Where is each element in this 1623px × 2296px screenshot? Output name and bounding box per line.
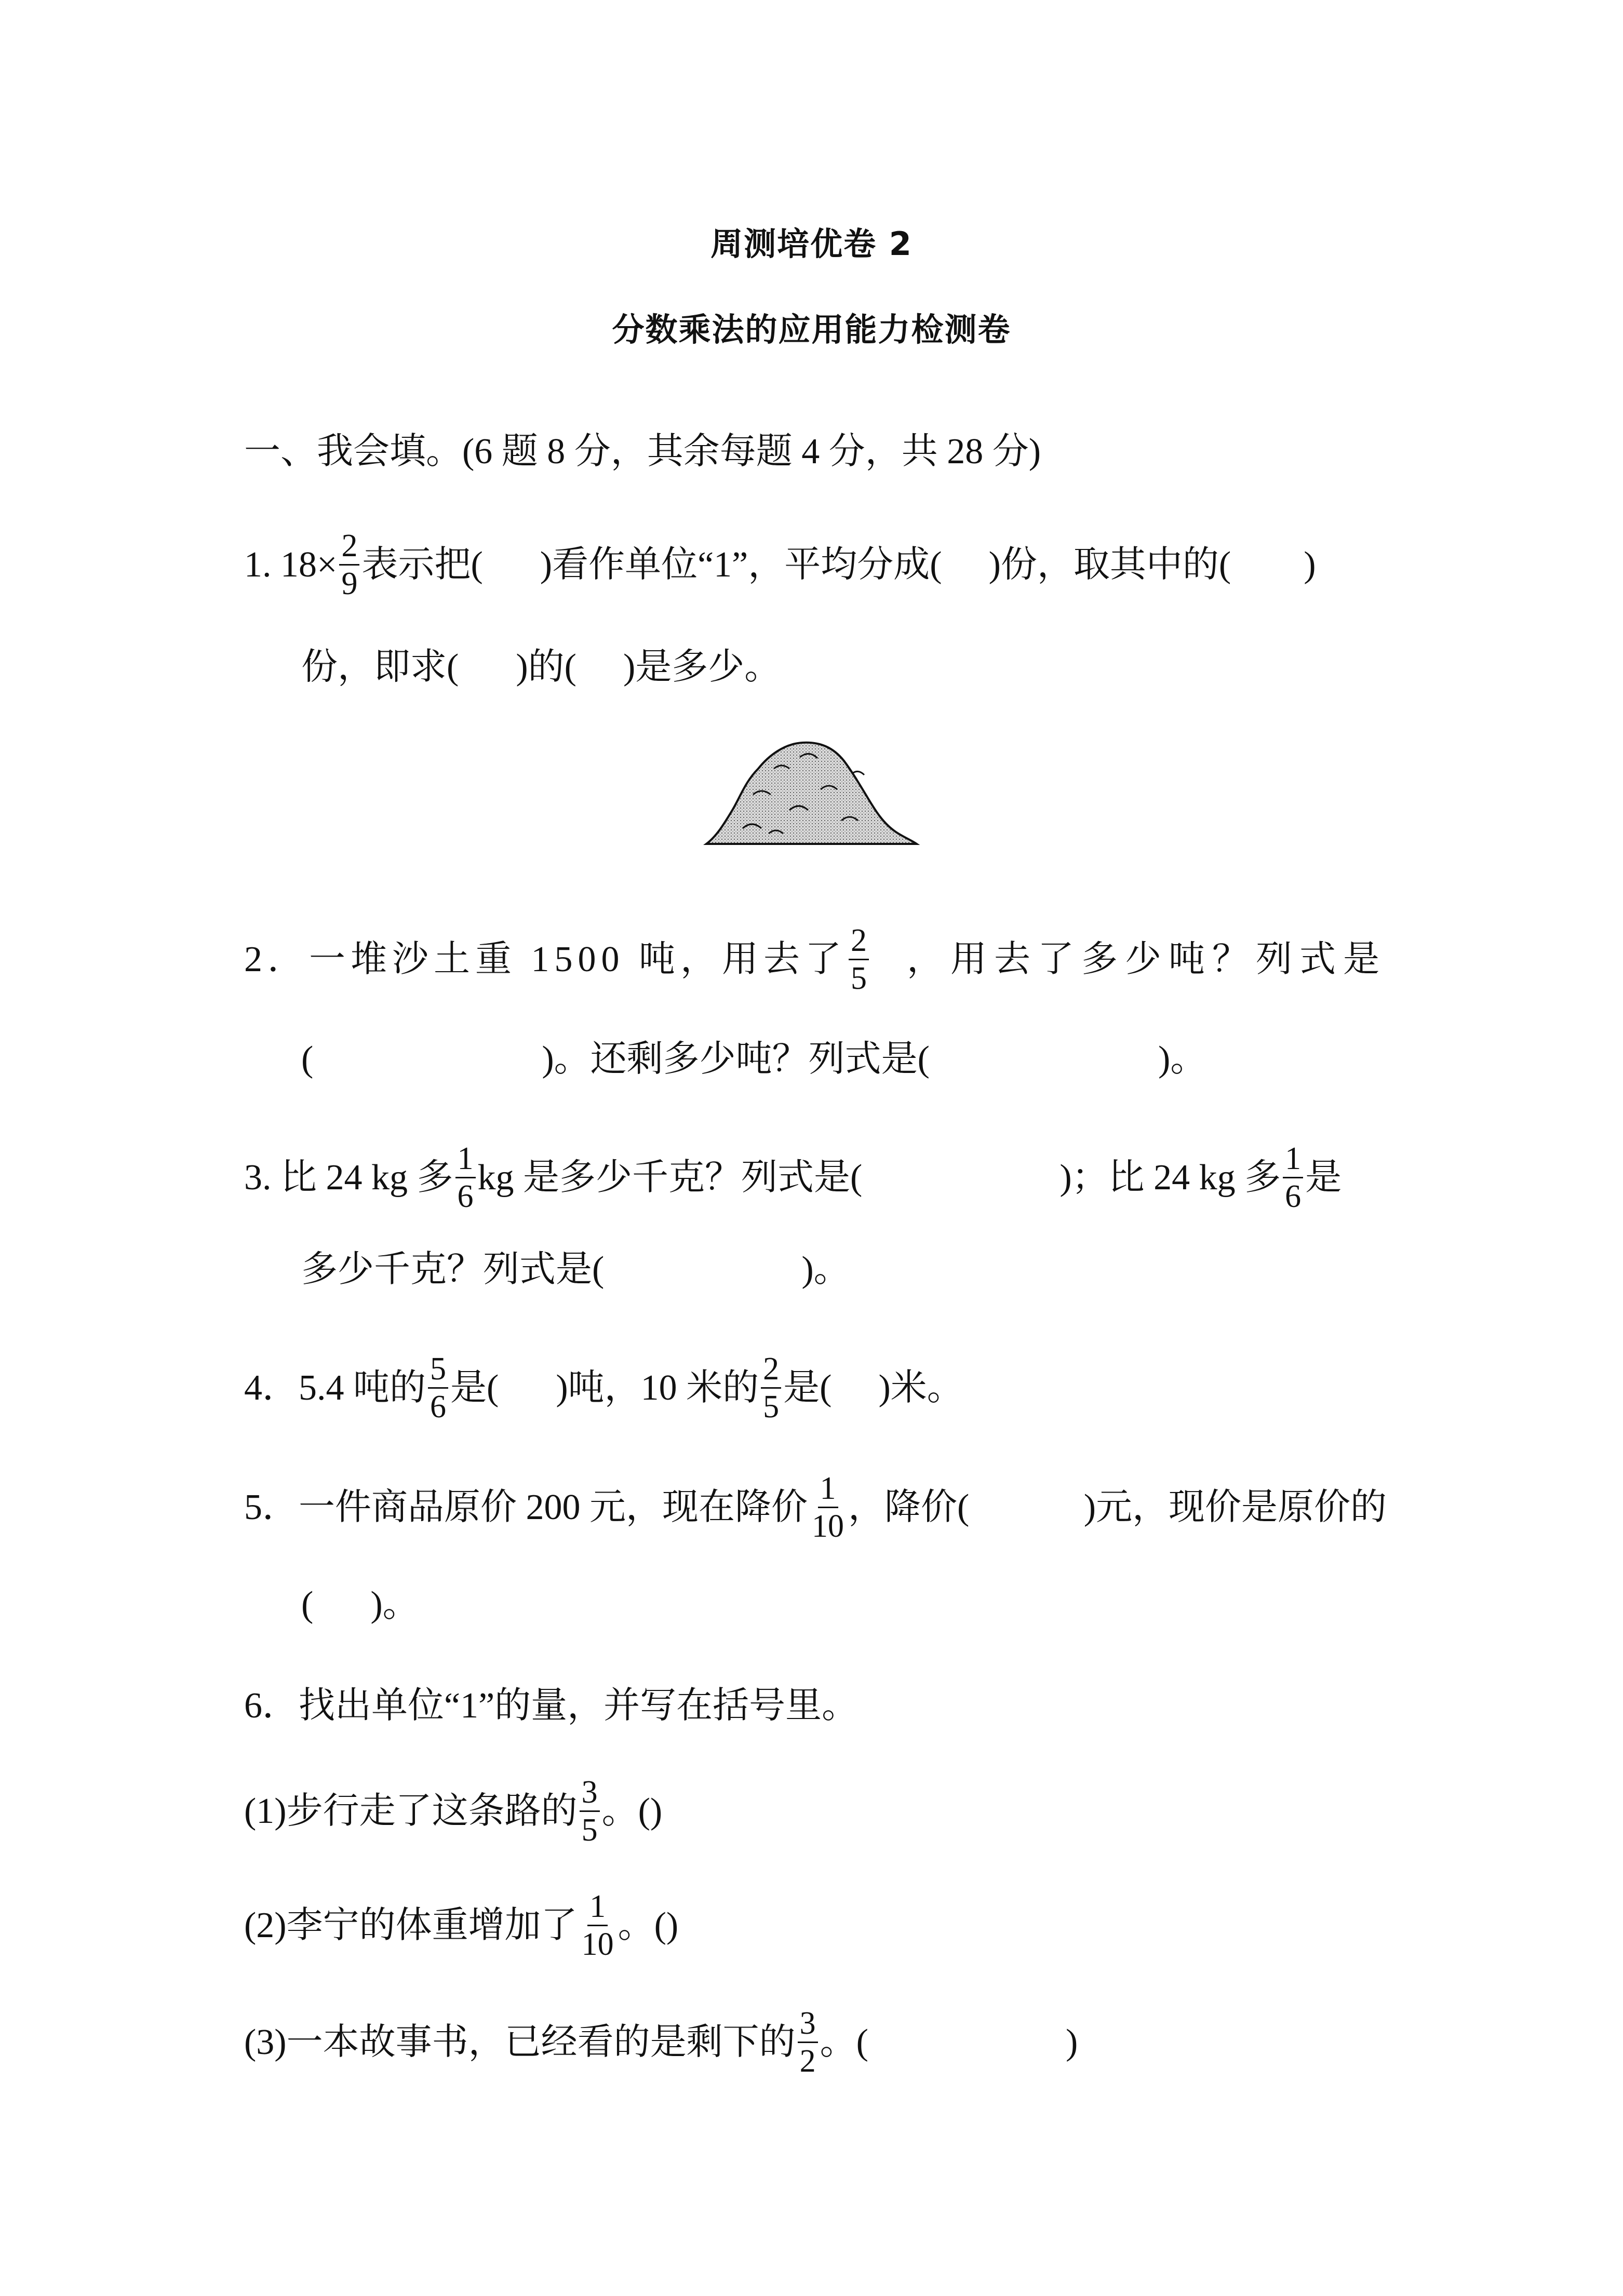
question-3-line-2	[301, 1252, 850, 1288]
question-5-line-1	[244, 1472, 1387, 1542]
fraction-numerator: 2	[761, 1353, 781, 1389]
fraction-1-6-second	[1283, 1143, 1303, 1213]
fraction-numerator: 3	[798, 2007, 818, 2043]
q3-text-d: 是	[1305, 1157, 1342, 1198]
fraction-2-9	[339, 530, 359, 600]
q5-line2-b: )。	[370, 1585, 419, 1624]
fraction-denominator: 2	[799, 2044, 816, 2079]
q2-line2-a: (	[301, 1039, 314, 1079]
q6-s2-text-a: (2)李宁的体重增加了	[244, 1905, 578, 1945]
fraction-denominator: 10	[581, 1927, 614, 1962]
q4-text-d: 是(	[783, 1367, 832, 1408]
q4-text-c: )吨，10 米的	[556, 1367, 759, 1408]
fraction-2-5-second	[761, 1353, 781, 1423]
question-2-line-2	[301, 1041, 1206, 1078]
fraction-numerator: 1	[587, 1890, 608, 1926]
fraction-1-10-second	[580, 1890, 616, 1961]
fraction-numerator: 2	[339, 530, 359, 566]
fraction-5-6	[428, 1353, 448, 1423]
q5-text-b: ，降价(	[848, 1487, 970, 1527]
q6-s1-text-b[interactable]: 。()	[601, 1791, 663, 1831]
fraction-denominator: 5	[851, 961, 867, 996]
fraction-denominator: 6	[457, 1179, 474, 1214]
section-heading: 一、我会填。(6 题 8 分，其余每题 4 分，共 28 分)	[244, 432, 1041, 472]
q1-line2-c: )是多少。	[623, 647, 781, 687]
q2-text-b: ，用去了多少吨？列式是	[907, 939, 1387, 979]
fraction-denominator: 6	[1285, 1179, 1302, 1214]
page-title: 周测培优卷 2	[710, 225, 913, 263]
fraction-denominator: 10	[812, 1509, 844, 1544]
question-5-line-2	[301, 1587, 419, 1623]
q2-line2-c: )。	[1158, 1039, 1207, 1079]
fraction-numerator: 5	[428, 1353, 448, 1389]
q6-s3-text-b: 。(	[820, 2022, 868, 2062]
q1-line2-a: 份，即求(	[301, 647, 459, 687]
fraction-3-2	[798, 2007, 818, 2077]
q2-text-a: 2．一堆沙土重 1500 吨，用去了	[244, 939, 847, 979]
fraction-1-6	[455, 1143, 476, 1213]
q1-text-d: )份，取其中的(	[988, 544, 1231, 585]
q3-line2-a: 多少千克？列式是(	[301, 1250, 605, 1290]
fraction-numerator: 1	[818, 1472, 838, 1508]
fraction-3-5	[580, 1776, 600, 1846]
fraction-numerator: 1	[1283, 1143, 1303, 1178]
fraction-denominator: 9	[341, 566, 358, 601]
fraction-numerator: 1	[455, 1143, 476, 1178]
fraction-2-5	[849, 924, 869, 995]
fraction-numerator: 3	[580, 1776, 600, 1812]
q1-text-e: )	[1304, 544, 1316, 585]
q4-text-a: 4．5.4 吨的	[244, 1367, 426, 1408]
q1-text-a: 1. 18×	[244, 544, 338, 585]
question-6-sub-1	[244, 1776, 662, 1846]
q4-text-e: )米。	[878, 1367, 963, 1408]
q6-s1-text-a: (1)步行走了这条路的	[244, 1791, 578, 1831]
question-1-line-2	[301, 649, 781, 686]
q3-line2-b: )。	[801, 1250, 850, 1290]
fraction-denominator: 6	[430, 1389, 446, 1425]
question-3-line-1	[244, 1143, 1342, 1213]
page-subtitle: 分数乘法的应用能力检测卷	[612, 311, 1011, 348]
fraction-denominator: 5	[581, 1812, 598, 1848]
question-6-sub-3	[244, 2007, 1078, 2077]
question-6-sub-2	[244, 1890, 678, 1961]
q1-text-c: )看作单位“1”，平均分成(	[540, 544, 942, 585]
q1-text-b: 表示把(	[361, 544, 483, 585]
fraction-1-10	[810, 1472, 846, 1542]
fraction-denominator: 5	[763, 1389, 780, 1425]
question-6-stem: 6．找出单位“1”的量，并写在括号里。	[244, 1686, 859, 1726]
sand-pile-illustration	[696, 732, 924, 857]
question-4	[244, 1353, 963, 1423]
question-2-line-1	[244, 924, 1387, 995]
question-1-line-1	[244, 530, 1316, 600]
q6-s3-text-a: (3)一本故事书，已经看的是剩下的	[244, 2022, 796, 2062]
q3-text-c: )；比 24 kg 多	[1059, 1157, 1281, 1198]
q5-text-c: )元，现价是原价的	[1083, 1487, 1387, 1527]
fraction-numerator: 2	[849, 924, 869, 960]
q4-text-b: 是(	[450, 1367, 499, 1408]
q5-line2-a: (	[301, 1585, 314, 1624]
q6-s3-text-c: )	[1065, 2022, 1078, 2062]
q2-line2-b: )。还剩多少吨？列式是(	[542, 1039, 930, 1079]
q6-s2-text-b[interactable]: 。()	[618, 1905, 679, 1945]
q3-text-a: 3. 比 24 kg 多	[244, 1157, 453, 1198]
q1-line2-b: )的(	[516, 647, 576, 687]
q5-text-a: 5．一件商品原价 200 元，现在降价	[244, 1487, 808, 1527]
q3-text-b: kg 是多少千克？列式是(	[477, 1157, 863, 1198]
